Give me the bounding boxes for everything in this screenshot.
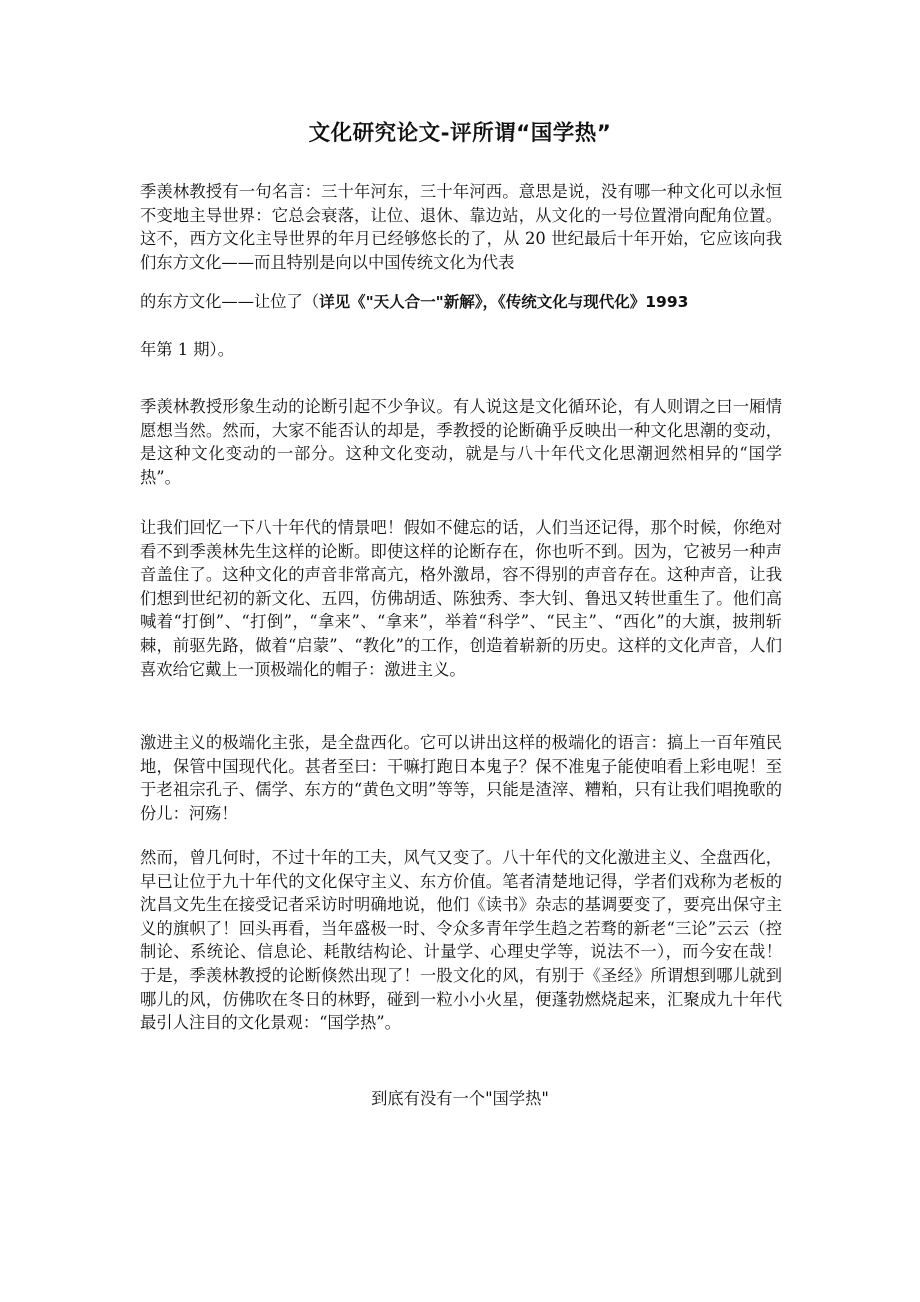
paragraph-2: 季羡林教授形象生动的论断引起不少争议。有人说这是文化循环论，有人则谓之曰一厢情愿想当然。然而，大家不能否认的却是，季教授的论断确乎反映出一种文化思潮的变动，是这种文化变动的一部分。这种文化变动，就是与八十年代文化思潮迥然相异的“国学热”。 xyxy=(140,397,782,487)
paragraph-3: 让我们回忆一下八十年代的情景吧！假如不健忘的话，人们当还记得，那个时候，你绝对看不到季羡林先生这样的论断。即使这样的论断存在，你也听不到。因为，它被另一种声音盖住了。这种文化的声音非常高亢，格外激昂，容不得别的声音存在。这种声音，让我们想到世纪初的新文化、五四，仿佛胡适、陈独秀、李大钊、鲁迅又转世重生了。他们高喊着“打倒”、“打倒”，“拿来”、“拿来”，举着“科学”、“民主”、“西化”的大旗，披荆斩棘，前驱先路，做着“启蒙”、“教化”的工作，创造着崭新的历史。这样的文化声音，人们喜欢给它戴上一顶极端化的帽子：激进主义。 xyxy=(140,518,782,679)
paragraph-1-line2-text: 的东方文化——让位了（ xyxy=(140,292,320,311)
paragraph-1-continuation xyxy=(140,288,782,316)
citation: 详见《"天人合一"新解》，《传统文化与现代化》1993 xyxy=(319,293,689,311)
paragraph-5: 然而，曾几何时，不过十年的工夫，风气又变了。八十年代的文化激进主义、全盘西化，早已让位于九十年代的文化保守主义、东方价值。笔者清楚地记得，学者们戏称为老板的沈昌文先生在接受记者采访时明确地说，他们《读书》杂志的基调要变了，要亮出保守主义的旗帜了！回头再看，当年盛极一时、令众多青年学生趋之若骛的新老“三论”云云（控制论、系统论、信息论、耗散结构论、计量学、心理史学等，说法不一），而今安在哉！于是，季羡林教授的论断倏然出现了！一股文化的风，有别于《圣经》所谓想到哪儿就到哪儿的风，仿佛吹在冬日的林野，碰到一粒小小火星，便蓬勃燃烧起来，汇聚成九十年代最引人注目的文化景观：“国学热”。 xyxy=(140,848,782,1033)
paragraph-4: 激进主义的极端化主张，是全盘西化。它可以讲出这样的极端化的语言：搞上一百年殖民地，保管中国现代化。甚者至曰：干嘛打跑日本鬼子？保不准鬼子能使咱看上彩电呢！至于老祖宗孔子、儒学、东方的“黄色文明”等等，只能是渣滓、糟粕，只有让我们唱挽歌的份儿：河殇！ xyxy=(140,733,782,823)
paragraph-1: 季羡林教授有一句名言：三十年河东，三十年河西。意思是说，没有哪一种文化可以永恒不变地主导世界：它总会衰落，让位、退休、靠边站，从文化的一号位置滑向配角位置。这不，西方文化主导世界的年月已经够悠长的了，从 20 世纪最后十年开始，它应该向我们东方文化——而且特别是向以中国传统文化为代表 xyxy=(140,182,782,272)
paragraph-1-ending: 年第 1 期）。 xyxy=(140,340,234,359)
section-subheading: 到底有没有一个"国学热" xyxy=(371,1089,549,1108)
document-title: 文化研究论文-评所谓“国学热” xyxy=(308,121,612,146)
